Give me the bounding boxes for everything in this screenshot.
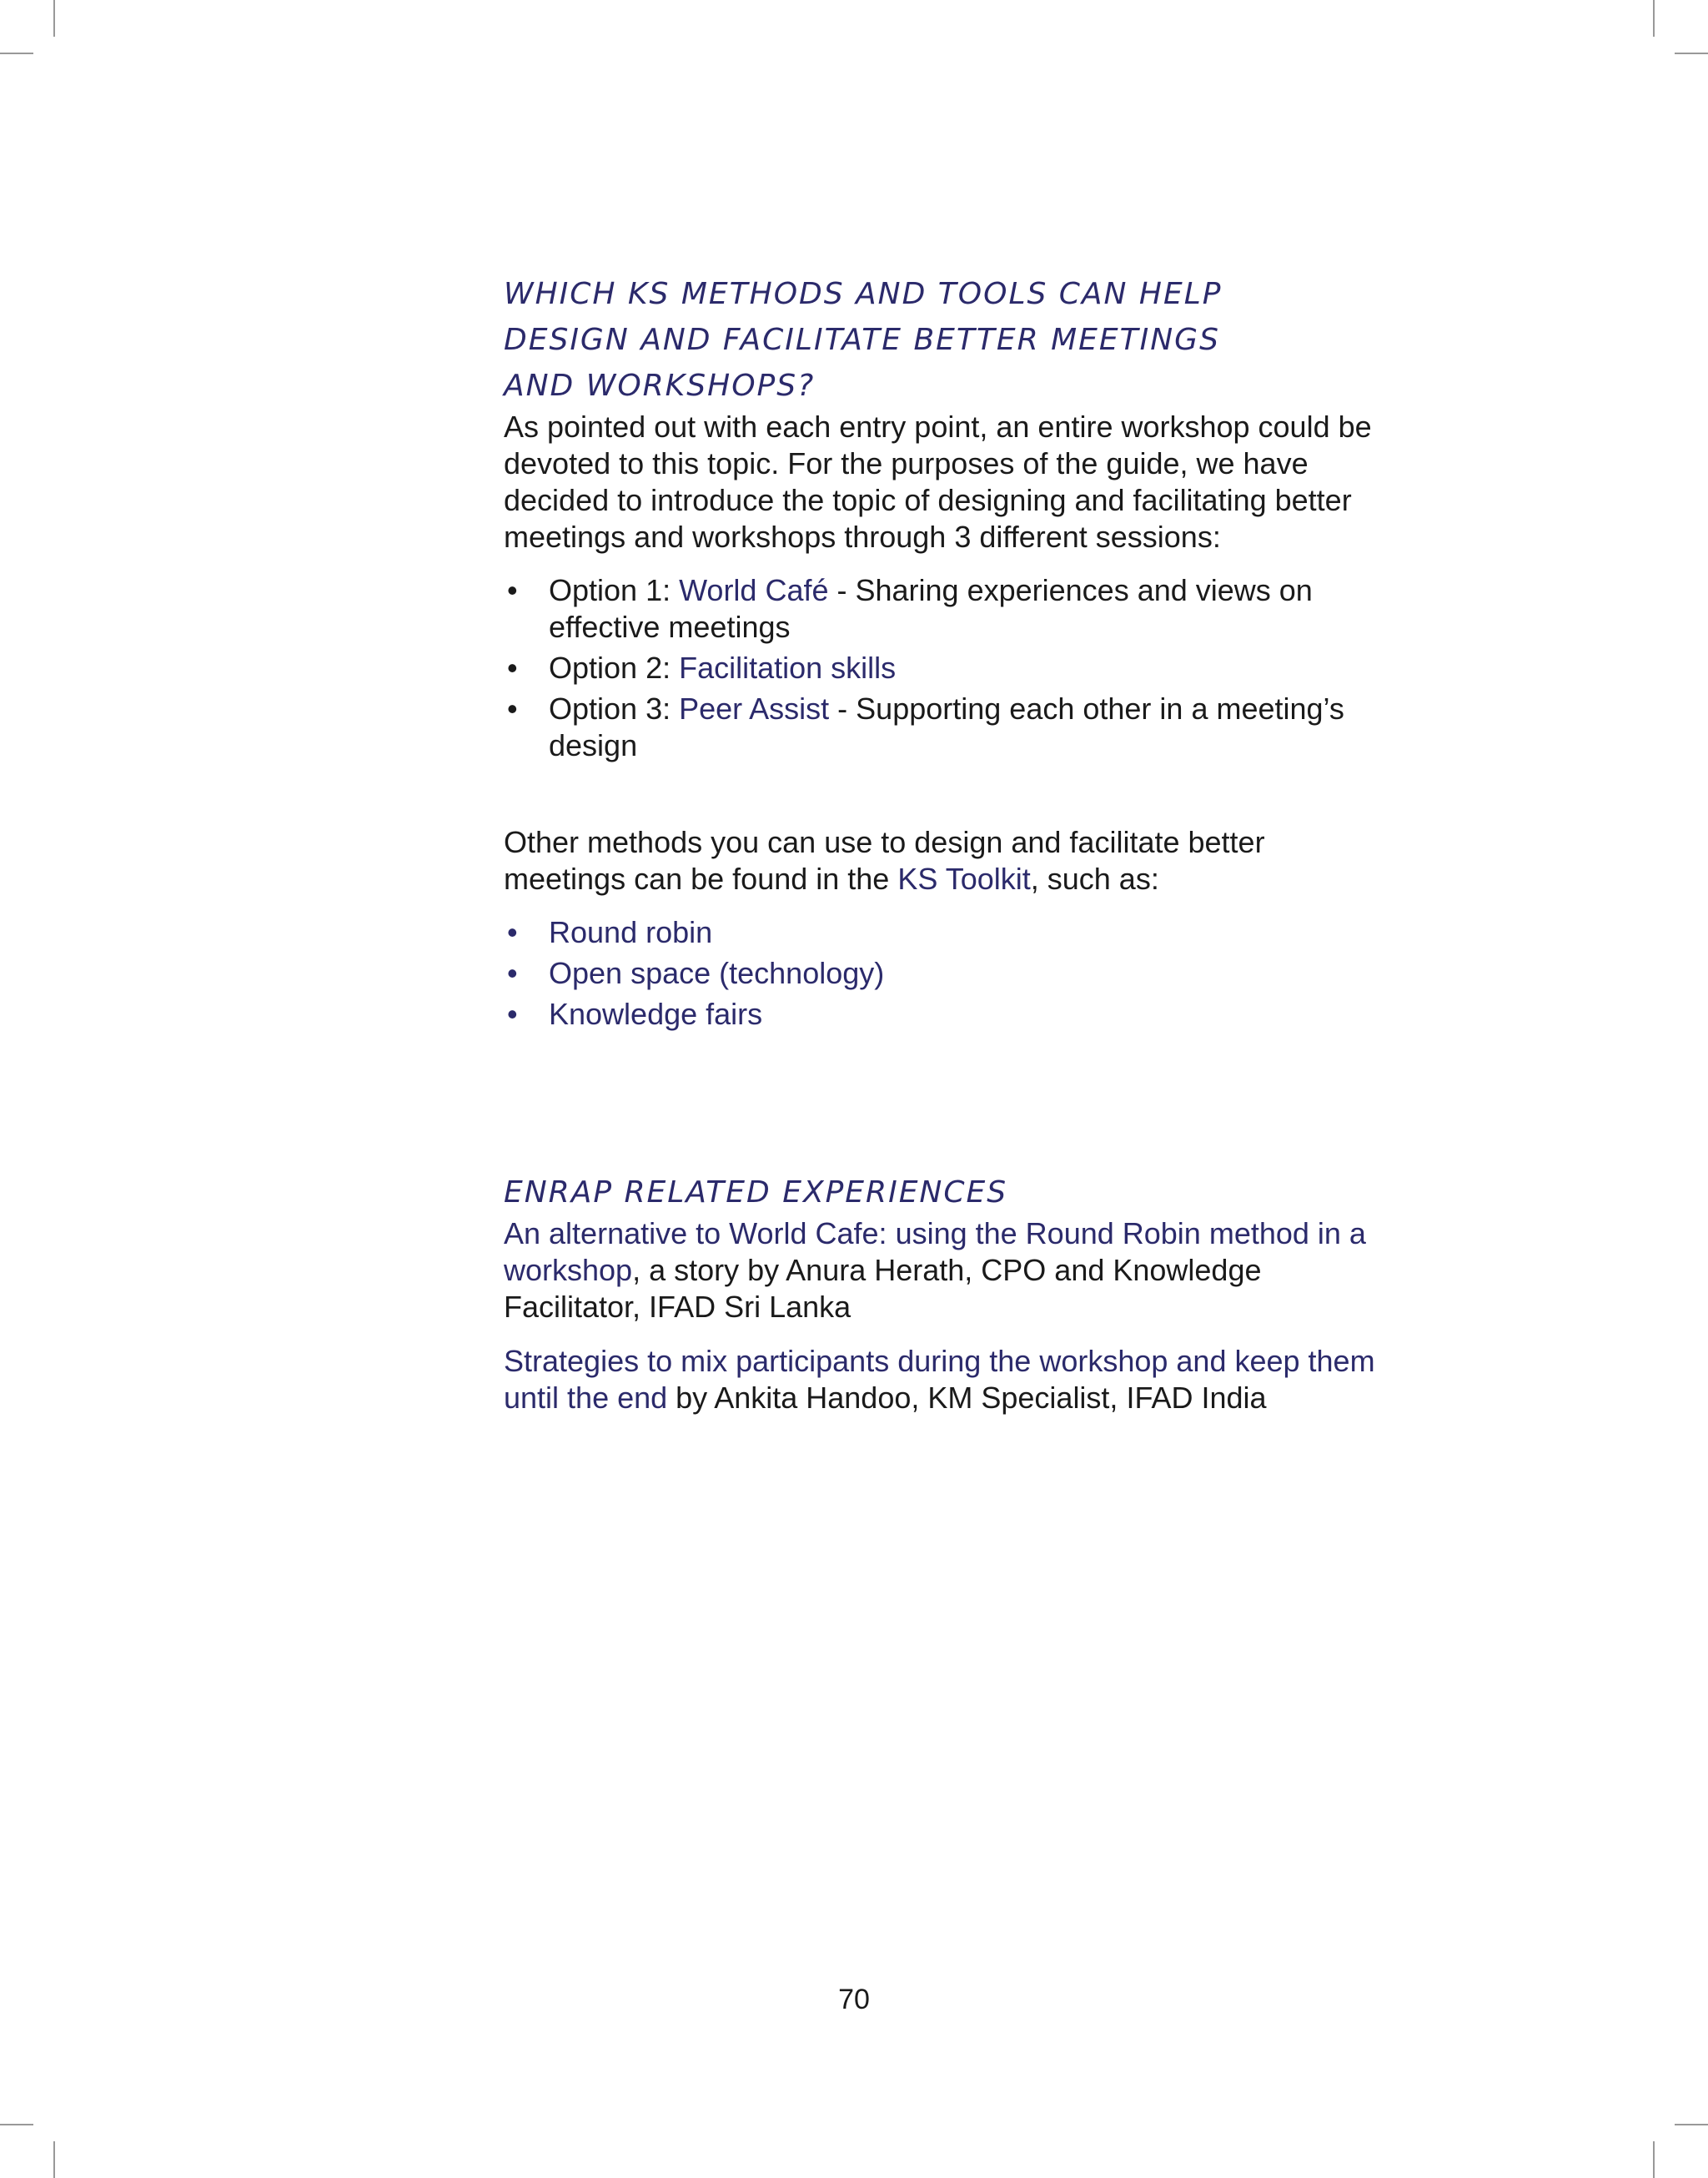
link-world-cafe[interactable]: World Café xyxy=(679,573,829,607)
crop-mark xyxy=(1675,2124,1708,2125)
page-content xyxy=(504,271,1388,1416)
crop-mark xyxy=(0,53,33,54)
link-ks-toolkit[interactable]: KS Toolkit xyxy=(897,862,1031,896)
bullet-icon: • xyxy=(507,915,518,949)
list-item[interactable] xyxy=(504,914,1388,951)
methods-list xyxy=(504,914,1388,1033)
link-peer-assist[interactable]: Peer Assist xyxy=(679,692,830,726)
link-story-mix-participants[interactable]: Strategies to mix participants during the workshop and keep them until the end xyxy=(504,1344,1375,1415)
crop-mark xyxy=(53,2141,55,2178)
link-open-space[interactable]: Open space (technology) xyxy=(549,956,885,990)
link-round-robin[interactable]: Round robin xyxy=(549,915,713,949)
bullet-icon: • xyxy=(507,956,518,990)
bullet-icon: • xyxy=(507,651,518,685)
other-methods-paragraph: Other methods you can use to design and facilitate better meetings can be found in the KS Toolkit, such as: xyxy=(504,825,1265,896)
page-number: 70 xyxy=(838,1984,870,2015)
bullet-icon: • xyxy=(507,692,518,726)
crop-mark xyxy=(53,0,55,37)
section-heading-methods: WHICH KS METHODS AND TOOLS CAN HELP DESIGN AND FACILITATE BETTER MEETINGS AND WORKSHOPS? xyxy=(504,277,1223,403)
list-item[interactable] xyxy=(504,996,1388,1033)
list-item[interactable] xyxy=(504,955,1388,992)
link-story-round-robin[interactable]: An alternative to World Cafe: using the Round Robin method in a workshop xyxy=(504,1216,1366,1287)
section-heading-enrap: ENRAP RELATED EXPERIENCES xyxy=(504,1175,1008,1210)
crop-mark xyxy=(1653,2141,1655,2178)
story-paragraph-2: Strategies to mix participants during the workshop and keep them until the end by Ankita Handoo, KM Specialist, IFAD India xyxy=(504,1344,1375,1415)
link-facilitation-skills[interactable]: Facilitation skills xyxy=(679,651,897,685)
crop-mark xyxy=(1675,53,1708,54)
options-list xyxy=(504,572,1388,764)
crop-mark xyxy=(0,2124,33,2125)
crop-mark xyxy=(1653,0,1655,37)
bullet-icon: • xyxy=(507,573,518,607)
list-item: • Option 3: Peer Assist - Supporting each other in a meeting’s design xyxy=(507,692,1344,762)
list-item: • Option 2: Facilitation skills xyxy=(507,651,897,685)
story-paragraph-1: An alternative to World Cafe: using the Round Robin method in a workshop, a story by Anura Herath, CPO and Knowledge Facilitator, IFAD Sri Lanka xyxy=(504,1216,1366,1324)
list-item: • Option 1: World Café - Sharing experiences and views on effective meetings xyxy=(507,573,1313,644)
bullet-icon: • xyxy=(507,997,518,1031)
link-knowledge-fairs[interactable]: Knowledge fairs xyxy=(549,997,763,1031)
intro-paragraph: As pointed out with each entry point, an entire workshop could be devoted to this topic. For the purposes of the guide, we have decided to introduce the topic of designing and facilitating better meetings and workshops through 3 different sessions: xyxy=(504,410,1372,554)
